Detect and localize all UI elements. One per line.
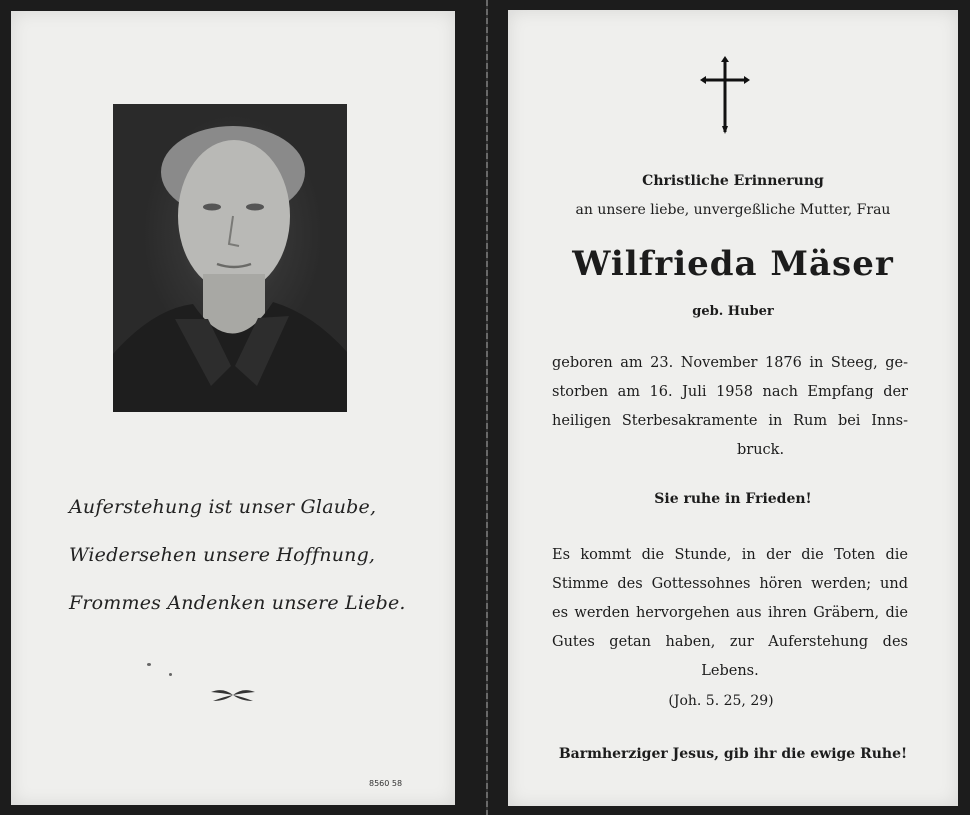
paper-speck: [147, 663, 151, 666]
verse-line-1: Auferstehung ist unser Glaube,: [69, 496, 377, 518]
portrait-figure: [113, 104, 347, 412]
portrait-photo: [113, 104, 347, 412]
biography-line: heiligen Sterbesakramente in Rum bei Inns-: [552, 413, 908, 429]
eye-right: [246, 204, 264, 211]
biography-text: [552, 349, 908, 465]
scripture-line: Gutes getan haben, zur Auferstehung des: [552, 634, 908, 650]
scripture-text: [552, 541, 908, 686]
scripture-line: Es kommt die Stunde, in der die Toten die: [552, 547, 908, 563]
dedication-line: an unsere liebe, unvergeßliche Mutter, Frau: [575, 202, 891, 218]
right-card-panel: [508, 10, 958, 806]
verse-line-3: Frommes Andenken unsere Liebe.: [69, 592, 406, 614]
deceased-name: Wilfrieda Mäser: [572, 244, 894, 284]
card-fold-line: [486, 0, 488, 815]
paper-speck: [169, 673, 172, 676]
scripture-line: Lebens.: [701, 663, 759, 679]
biography-line: geboren am 23. November 1876 in Steeg, ge-: [552, 355, 908, 371]
floral-ornament-icon: [209, 687, 257, 703]
face-shape: [178, 140, 290, 292]
verse-line-2: Wiedersehen unsere Hoffnung,: [69, 544, 376, 566]
print-code: 8560 58: [369, 779, 403, 788]
eye-left: [203, 204, 221, 211]
cross-icon: [700, 56, 750, 134]
biography-line: storben am 16. Juli 1958 nach Empfang der: [552, 384, 908, 400]
scripture-line: Stimme des Gottessohnes hören werden; und: [552, 576, 908, 592]
biography-line: bruck.: [737, 442, 785, 458]
scripture-line: es werden hervorgehen aus ihren Gräbern, die: [552, 605, 908, 621]
maiden-name: geb. Huber: [692, 304, 774, 319]
memorial-heading: Christliche Erinnerung: [642, 173, 824, 189]
left-card-panel: [11, 11, 455, 805]
rest-in-peace: Sie ruhe in Frieden!: [654, 491, 812, 507]
scripture-reference: (Joh. 5. 25, 29): [668, 693, 774, 709]
closing-prayer: Barmherziger Jesus, gib ihr die ewige Ruhe!: [558, 746, 908, 762]
